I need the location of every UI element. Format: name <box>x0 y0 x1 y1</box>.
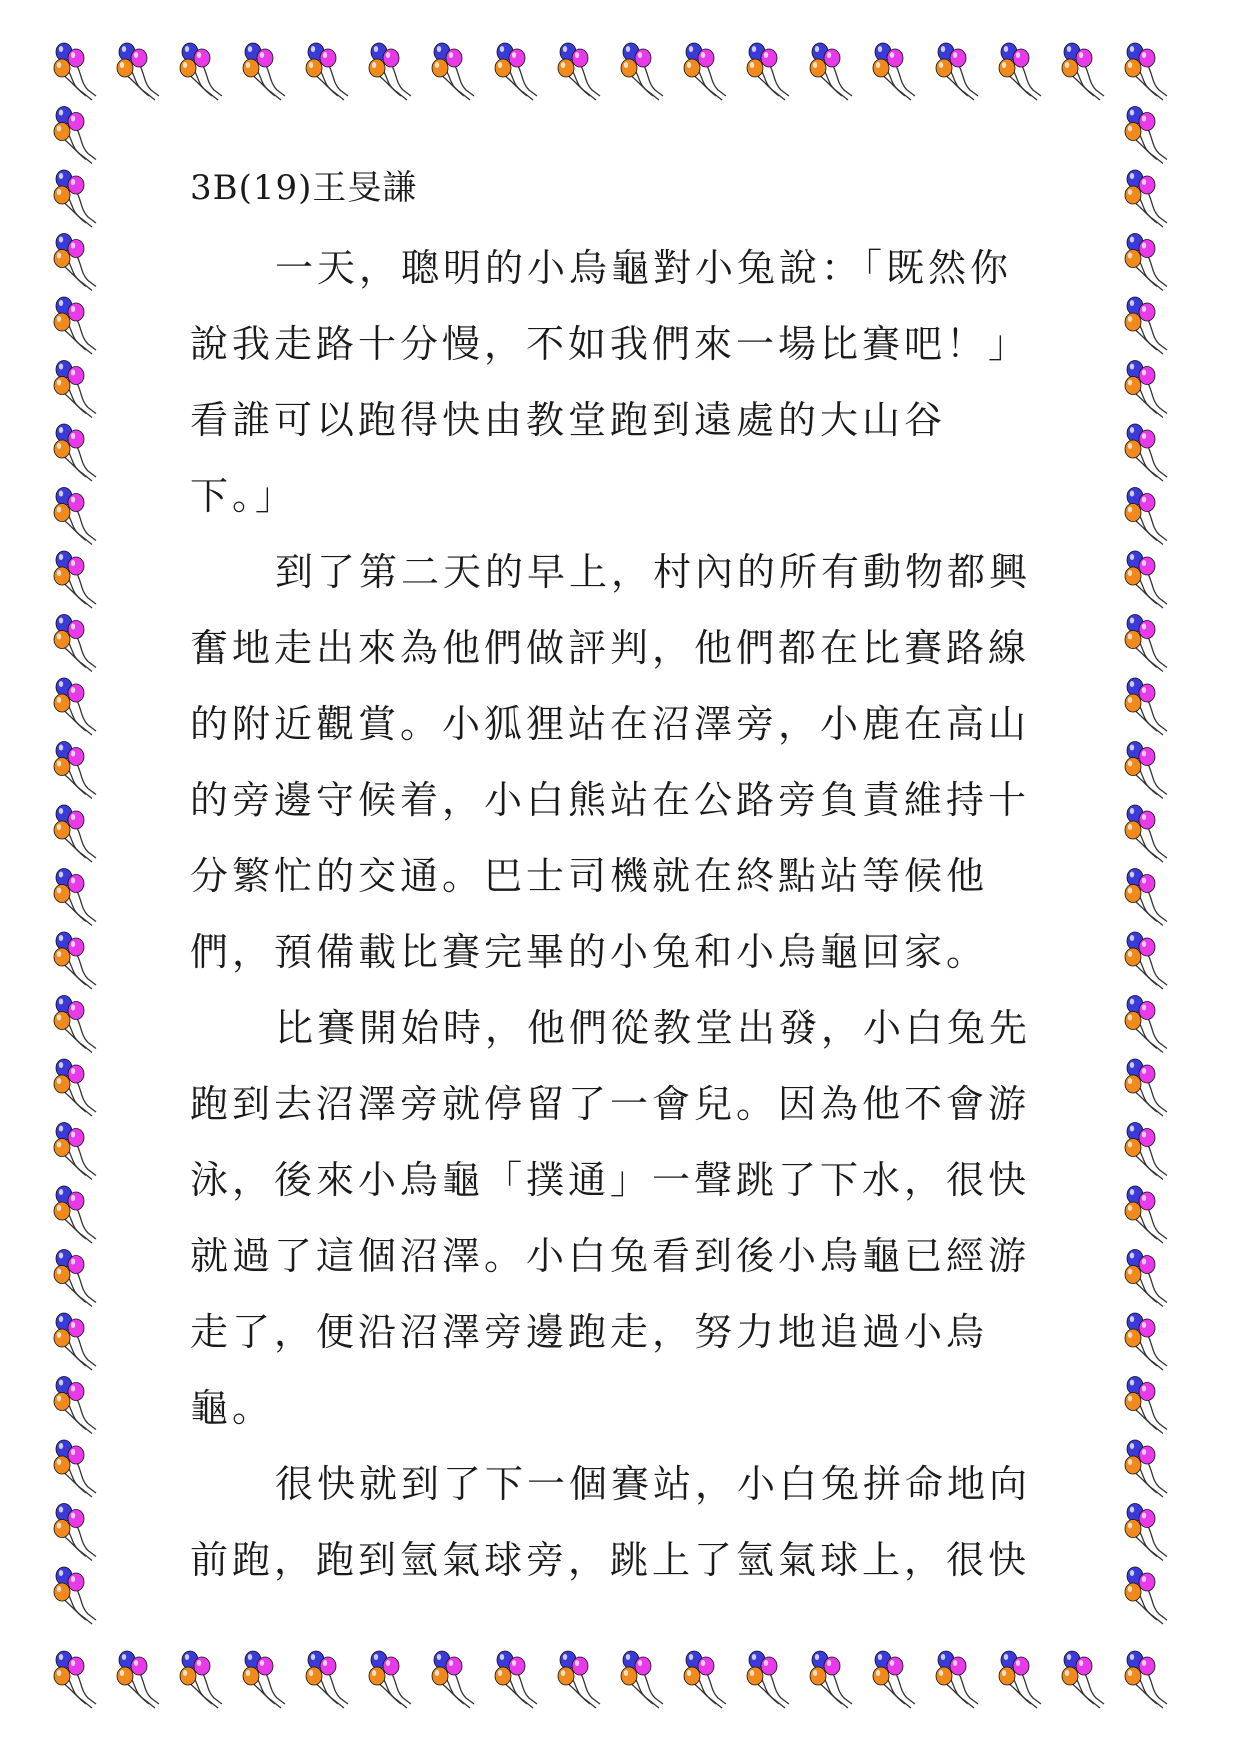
balloon-bunch-icon <box>558 43 600 100</box>
balloon-bunch-icon <box>1125 107 1167 164</box>
balloon-bunch-icon <box>54 1250 96 1307</box>
balloon-bunch-icon <box>1125 1313 1167 1370</box>
balloon-bunch-icon <box>54 1059 96 1116</box>
balloon-bunch-icon <box>495 43 537 100</box>
paragraph <box>190 1446 1030 1598</box>
balloon-bunch-icon <box>54 1651 96 1708</box>
balloon-bunch-icon <box>117 43 159 100</box>
paragraph <box>190 534 1030 990</box>
paragraph <box>190 230 1030 534</box>
balloon-bunch-icon <box>1125 1567 1167 1624</box>
balloon-bunch-icon <box>621 1651 663 1708</box>
balloon-bunch-icon <box>1125 1123 1167 1180</box>
balloon-bunch-icon <box>54 361 96 418</box>
balloon-bunch-icon <box>369 1651 411 1708</box>
text-line: 比賽開始時，他們從教堂出發，小白兔先 <box>275 1006 1032 1050</box>
balloon-bunch-icon <box>54 869 96 926</box>
balloon-bunch-icon <box>1125 678 1167 735</box>
text-line: 很快就到了下一個賽站，小白兔拼命地向 <box>275 1462 1032 1506</box>
balloon-bunch-icon <box>432 43 474 100</box>
balloon-bunch-icon <box>54 805 96 862</box>
balloon-bunch-icon <box>999 43 1041 100</box>
balloon-bunch-icon <box>873 1651 915 1708</box>
balloon-bunch-icon <box>54 43 96 100</box>
balloon-bunch-icon <box>1062 43 1104 100</box>
balloon-bunch-icon <box>243 43 285 100</box>
balloon-bunch-icon <box>1125 1186 1167 1243</box>
balloon-bunch-icon <box>621 43 663 100</box>
balloon-bunch-icon <box>1125 932 1167 989</box>
balloon-bunch-icon <box>54 1440 96 1497</box>
balloon-bunch-icon <box>369 43 411 100</box>
balloon-bunch-icon <box>1125 805 1167 862</box>
text-line: 的旁邊守候着，小白熊站在公路旁負責維持十 <box>190 778 1031 822</box>
text-line: 們，預備載比賽完畢的小兔和小烏龜回家。 <box>190 930 989 974</box>
balloon-bunch-icon <box>1125 234 1167 291</box>
balloon-bunch-icon <box>1125 869 1167 926</box>
balloon-bunch-icon <box>747 43 789 100</box>
balloon-bunch-icon <box>936 1651 978 1708</box>
balloon-bunch-icon <box>684 43 726 100</box>
paragraph <box>190 990 1030 1446</box>
balloon-bunch-icon <box>558 1651 600 1708</box>
balloon-bunch-icon <box>54 615 96 672</box>
balloon-bunch-icon <box>54 1123 96 1180</box>
balloon-bunch-icon <box>54 742 96 799</box>
balloon-bunch-icon <box>1125 1651 1167 1708</box>
balloon-bunch-icon <box>1125 1504 1167 1561</box>
text-line: 下。」 <box>190 474 298 518</box>
balloon-bunch-icon <box>1125 742 1167 799</box>
balloon-bunch-icon <box>54 932 96 989</box>
balloon-bunch-icon <box>1125 551 1167 608</box>
balloon-bunch-icon <box>1125 43 1167 100</box>
balloon-bunch-icon <box>1125 424 1167 481</box>
balloon-bunch-icon <box>54 424 96 481</box>
balloon-bunch-icon <box>1125 996 1167 1053</box>
balloon-bunch-icon <box>1125 488 1167 545</box>
balloon-bunch-icon <box>1062 1651 1104 1708</box>
balloon-bunch-icon <box>306 1651 348 1708</box>
text-line: 分繁忙的交通。巴士司機就在終點站等候他 <box>190 854 989 898</box>
balloon-bunch-icon <box>54 107 96 164</box>
balloon-bunch-icon <box>810 43 852 100</box>
balloon-bunch-icon <box>747 1651 789 1708</box>
balloon-bunch-icon <box>54 1504 96 1561</box>
balloon-bunch-icon <box>54 551 96 608</box>
balloon-bunch-icon <box>306 43 348 100</box>
balloon-bunch-icon <box>180 43 222 100</box>
balloon-bunch-icon <box>54 234 96 291</box>
balloon-bunch-icon <box>432 1651 474 1708</box>
balloon-bunch-icon <box>936 43 978 100</box>
text-line: 看誰可以跑得快由教堂跑到遠處的大山谷 <box>190 398 947 442</box>
balloon-bunch-icon <box>54 1186 96 1243</box>
text-line: 到了第二天的早上，村內的所有動物都興 <box>275 550 1032 594</box>
text-line: 龜。 <box>190 1386 275 1430</box>
text-line: 泳，後來小烏龜「撲通」一聲跳了下水，很快 <box>190 1158 1031 1202</box>
balloon-bunch-icon <box>54 1567 96 1624</box>
balloon-bunch-icon <box>54 1377 96 1434</box>
text-line: 走了，便沿沼澤旁邊跑走，努力地追過小烏 <box>190 1310 989 1354</box>
balloon-bunch-icon <box>54 170 96 227</box>
balloon-bunch-icon <box>495 1651 537 1708</box>
document-body <box>190 160 1030 1598</box>
balloon-bunch-icon <box>54 297 96 354</box>
balloon-bunch-icon <box>54 678 96 735</box>
text-line: 奮地走出來為他們做評判，他們都在比賽路線 <box>190 626 1031 670</box>
balloon-bunch-icon <box>684 1651 726 1708</box>
balloon-bunch-icon <box>54 488 96 545</box>
balloon-bunch-icon <box>54 1313 96 1370</box>
balloon-bunch-icon <box>1125 361 1167 418</box>
balloon-bunch-icon <box>810 1651 852 1708</box>
balloon-bunch-icon <box>1125 1059 1167 1116</box>
text-line: 說我走路十分慢，不如我們來一場比賽吧！」 <box>190 322 1031 366</box>
text-line: 就過了這個沼澤。小白兔看到後小烏龜已經游 <box>190 1234 1031 1278</box>
balloon-bunch-icon <box>117 1651 159 1708</box>
balloon-bunch-icon <box>999 1651 1041 1708</box>
balloon-bunch-icon <box>873 43 915 100</box>
text-line: 的附近觀賞。小狐狸站在沼澤旁，小鹿在高山 <box>190 702 1031 746</box>
text-line: 一天，聰明的小烏龜對小兔說：「既然你 <box>275 246 1013 290</box>
balloon-bunch-icon <box>243 1651 285 1708</box>
balloon-bunch-icon <box>1125 1377 1167 1434</box>
balloon-bunch-icon <box>1125 1250 1167 1307</box>
balloon-bunch-icon <box>1125 1440 1167 1497</box>
balloon-bunch-icon <box>1125 297 1167 354</box>
text-line: 前跑，跑到氫氣球旁，跳上了氫氣球上，很快 <box>190 1538 1031 1582</box>
author-line: 3B(19)王旻謙 <box>190 168 418 208</box>
balloon-bunch-icon <box>1125 615 1167 672</box>
text-line: 跑到去沼澤旁就停留了一會兒。因為他不會游 <box>190 1082 1031 1126</box>
balloon-bunch-icon <box>1125 170 1167 227</box>
balloon-bunch-icon <box>54 996 96 1053</box>
balloon-bunch-icon <box>180 1651 222 1708</box>
